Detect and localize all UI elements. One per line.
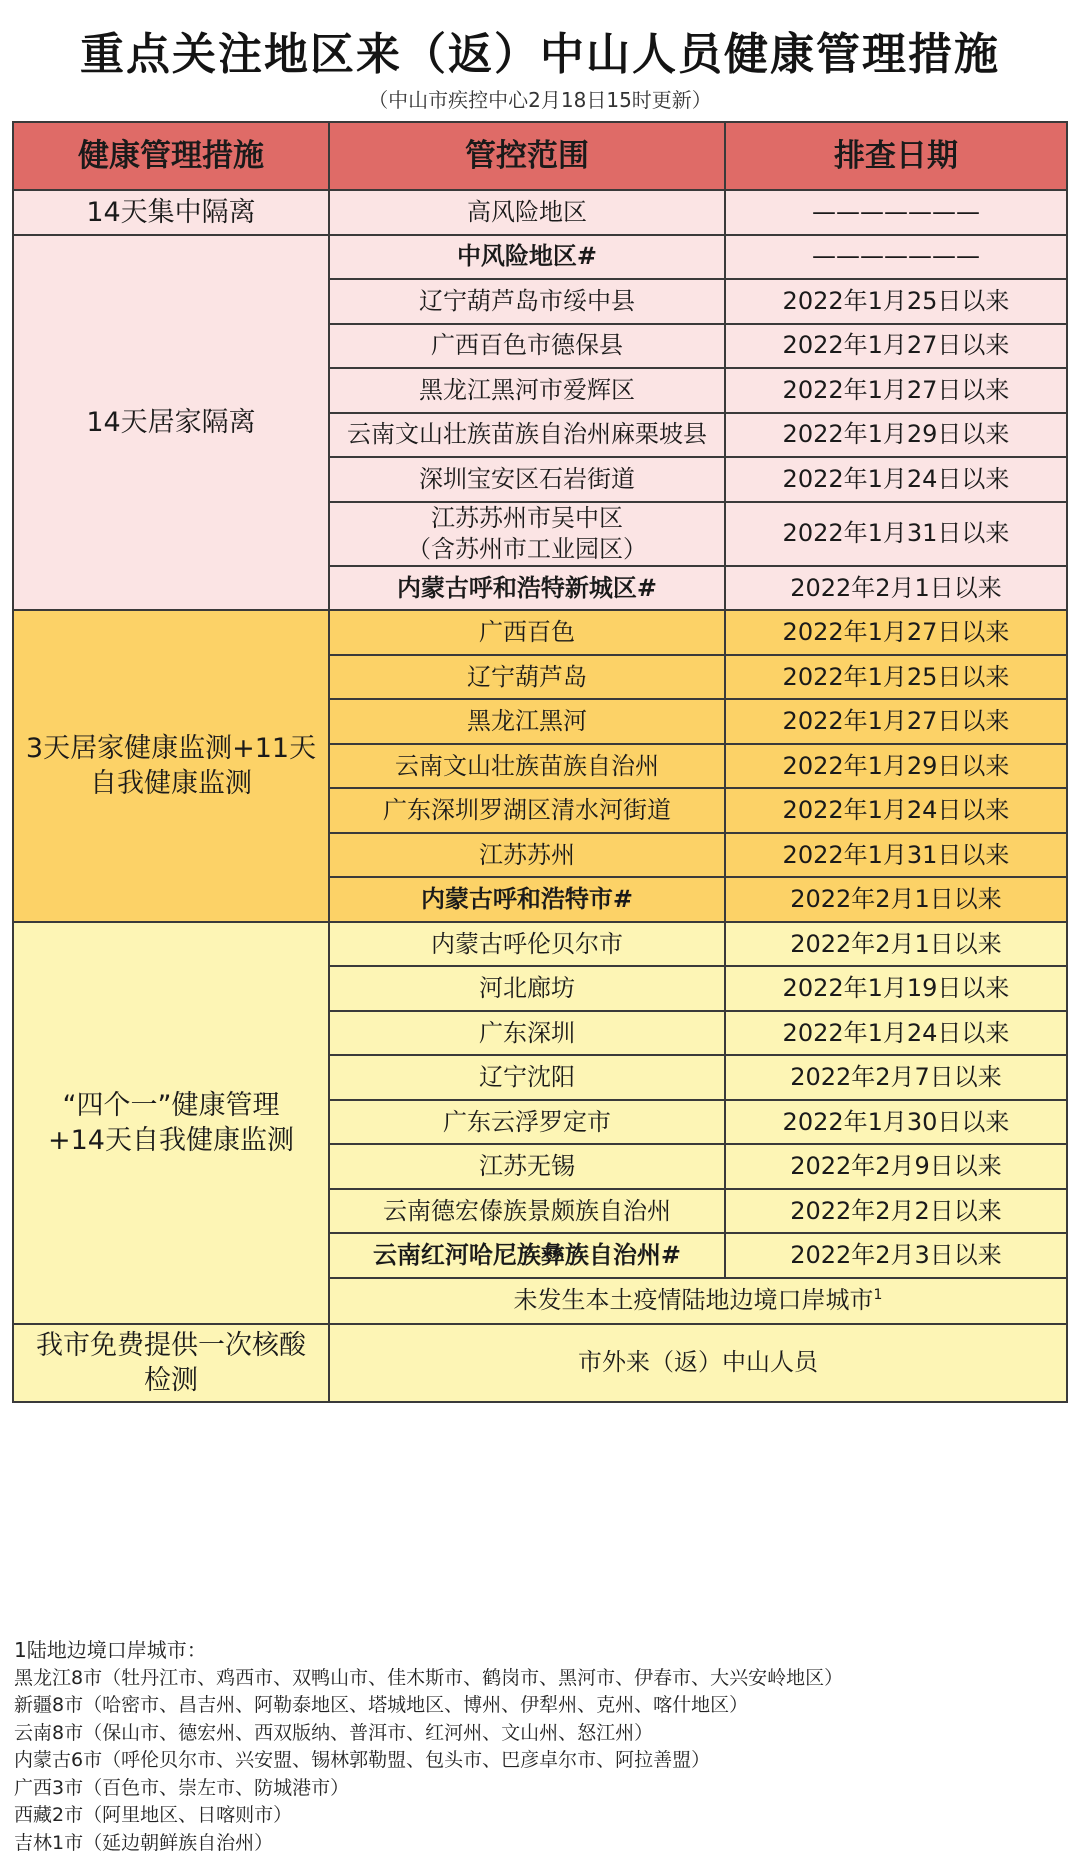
scope-text: 中风险地区# bbox=[456, 242, 598, 271]
page-subtitle: （中山市疾控中心2月18日15时更新） bbox=[368, 88, 712, 112]
scope-text: 广东云浮罗定市 bbox=[443, 1107, 611, 1136]
scope-cell bbox=[329, 699, 725, 744]
scope-text: 内蒙古呼和浩特新城区# bbox=[396, 573, 658, 602]
footnote-line: 新疆8市（哈密市、昌吉州、阿勒泰地区、塔城地区、博州、伊犁州、克州、喀什地区） bbox=[14, 1694, 749, 1716]
scope-cell bbox=[329, 1189, 725, 1234]
table-row bbox=[13, 235, 1067, 280]
scope-text: 广东深圳 bbox=[479, 1018, 575, 1047]
scope-cell bbox=[329, 502, 725, 566]
date-cell: 2022年1月27日以来 bbox=[725, 610, 1067, 655]
date-cell: 2022年2月7日以来 bbox=[725, 1055, 1067, 1100]
scope-cell bbox=[329, 324, 725, 369]
measure-label: 3天居家健康监测+11天 bbox=[25, 733, 317, 765]
measure-cell bbox=[13, 610, 329, 922]
date-cell: ——————— bbox=[725, 235, 1067, 280]
measure-label: 14天居家隔离 bbox=[86, 406, 256, 438]
measure-label: 14天集中隔离 bbox=[86, 196, 256, 228]
measures-table bbox=[12, 121, 1068, 1403]
scope-cell bbox=[329, 457, 725, 502]
scope-text: 内蒙古呼伦贝尔市 bbox=[431, 929, 623, 958]
measure-cell bbox=[13, 922, 329, 1324]
table-row bbox=[13, 610, 1067, 655]
scope-text: 云南德宏傣族景颇族自治州 bbox=[383, 1196, 671, 1225]
table-header-row bbox=[13, 122, 1067, 190]
measure-label-2: 检测 bbox=[144, 1364, 198, 1396]
scope-text: 辽宁葫芦岛 bbox=[467, 662, 587, 691]
scope-cell bbox=[329, 1100, 725, 1145]
scope-text: 江苏苏州市吴中区 bbox=[431, 503, 623, 532]
footnote-title: 1陆地边境口岸城市： bbox=[14, 1638, 207, 1662]
scope-text: 河北廊坊 bbox=[479, 974, 575, 1003]
scope-cell bbox=[329, 368, 725, 413]
measure-label: “四个一”健康管理 bbox=[62, 1089, 280, 1121]
scope-text: 高风险地区 bbox=[467, 197, 587, 226]
table-row bbox=[13, 1324, 1067, 1402]
measure-cell bbox=[13, 190, 329, 235]
scope-text: 黑龙江黑河市爱辉区 bbox=[419, 375, 635, 404]
date-cell: 2022年1月24日以来 bbox=[725, 457, 1067, 502]
border-city-cell bbox=[329, 1278, 1067, 1324]
footnote-line: 黑龙江8市（牡丹江市、鸡西市、双鸭山市、佳木斯市、鹤岗市、黑河市、伊春市、大兴安岭地区） bbox=[14, 1666, 844, 1689]
date-cell: 2022年2月2日以来 bbox=[725, 1189, 1067, 1234]
footnote-lines bbox=[14, 1665, 1064, 1858]
scope-cell bbox=[329, 190, 725, 235]
date-cell: 2022年2月9日以来 bbox=[725, 1144, 1067, 1189]
scope-cell bbox=[329, 279, 725, 324]
table-row bbox=[13, 190, 1067, 235]
scope-cell bbox=[329, 1233, 725, 1278]
scope-cell bbox=[329, 744, 725, 789]
scope-text: 广西百色 bbox=[479, 618, 575, 647]
scope-text: 云南文山壮族苗族自治州 bbox=[395, 751, 659, 780]
date-cell: 2022年1月25日以来 bbox=[725, 279, 1067, 324]
header-date: 排查日期 bbox=[725, 122, 1067, 190]
date-cell: 2022年1月29日以来 bbox=[725, 744, 1067, 789]
scope-text: 云南红河哈尼族彝族自治州# bbox=[372, 1241, 682, 1270]
scope-text: 广西百色市德保县 bbox=[431, 331, 623, 360]
scope-cell bbox=[329, 235, 725, 280]
footnote-line: 吉林1市（延边朝鲜族自治州） bbox=[14, 1831, 274, 1854]
date-cell: 2022年1月19日以来 bbox=[725, 966, 1067, 1011]
scope-cell bbox=[329, 833, 725, 878]
date-cell: 2022年1月27日以来 bbox=[725, 324, 1067, 369]
scope-cell: 市外来（返）中山人员 bbox=[329, 1324, 1067, 1402]
date-cell: 2022年2月1日以来 bbox=[725, 922, 1067, 967]
date-cell: 2022年2月1日以来 bbox=[725, 877, 1067, 922]
scope-text: 内蒙古呼和浩特市# bbox=[420, 885, 634, 914]
footnote-line: 西藏2市（阿里地区、日喀则市） bbox=[14, 1804, 293, 1826]
scope-cell bbox=[329, 788, 725, 833]
scope-text: 云南文山壮族苗族自治州麻栗坡县 bbox=[347, 420, 707, 449]
scope-cell bbox=[329, 966, 725, 1011]
date-cell: 2022年1月30日以来 bbox=[725, 1100, 1067, 1145]
scope-cell bbox=[329, 922, 725, 967]
scope-text: 江苏苏州 bbox=[479, 840, 575, 869]
measure-cell bbox=[13, 235, 329, 611]
scope-text: 深圳宝安区石岩街道 bbox=[419, 464, 635, 493]
scope-cell bbox=[329, 610, 725, 655]
scope-text: 江苏无锡 bbox=[479, 1152, 575, 1181]
scope-cell bbox=[329, 877, 725, 922]
footnote-line: 云南8市（保山市、德宏州、西双版纳、普洱市、红河州、文山州、怒江州） bbox=[14, 1721, 654, 1744]
date-cell: 2022年1月31日以来 bbox=[725, 502, 1067, 566]
header-scope: 管控范围 bbox=[329, 122, 725, 190]
footnote-line: 内蒙古6市（呼伦贝尔市、兴安盟、锡林郭勒盟、包头市、巴彦卓尔市、阿拉善盟） bbox=[14, 1749, 711, 1771]
footnote-line: 广西3市（百色市、崇左市、防城港市） bbox=[14, 1776, 350, 1799]
scope-cell bbox=[329, 413, 725, 458]
date-cell: 2022年2月3日以来 bbox=[725, 1233, 1067, 1278]
page-title: 重点关注地区来（返）中山人员健康管理措施 bbox=[80, 29, 1000, 80]
footnote bbox=[14, 1637, 1064, 1857]
measure-label-2: 自我健康监测 bbox=[90, 768, 252, 800]
header-measure: 健康管理措施 bbox=[13, 122, 329, 190]
date-cell: 2022年1月27日以来 bbox=[725, 699, 1067, 744]
scope-cell bbox=[329, 655, 725, 700]
scope-text: 广东深圳罗湖区清水河街道 bbox=[383, 796, 671, 825]
footnote-marker: 1 bbox=[873, 1287, 883, 1304]
date-cell: 2022年1月31日以来 bbox=[725, 833, 1067, 878]
measure-label-2: +14天自我健康监测 bbox=[48, 1124, 294, 1156]
date-cell: 2022年1月24日以来 bbox=[725, 1011, 1067, 1056]
scope-text-2: （含苏州市工业园区） bbox=[407, 534, 647, 563]
date-cell: 2022年1月25日以来 bbox=[725, 655, 1067, 700]
date-cell: 2022年1月27日以来 bbox=[725, 368, 1067, 413]
measure-cell bbox=[13, 1324, 329, 1402]
date-cell: 2022年1月29日以来 bbox=[725, 413, 1067, 458]
date-cell: 2022年1月24日以来 bbox=[725, 788, 1067, 833]
scope-text: 辽宁沈阳 bbox=[479, 1063, 575, 1092]
scope-cell bbox=[329, 1144, 725, 1189]
date-cell: ——————— bbox=[725, 190, 1067, 235]
scope-text: 辽宁葫芦岛市绥中县 bbox=[419, 286, 635, 315]
scope-cell bbox=[329, 1011, 725, 1056]
scope-cell bbox=[329, 1055, 725, 1100]
border-city-text: 未发生本土疫情陆地边境口岸城市 bbox=[513, 1286, 874, 1315]
measure-label: 我市免费提供一次核酸 bbox=[36, 1329, 306, 1361]
scope-cell bbox=[329, 566, 725, 611]
date-cell: 2022年2月1日以来 bbox=[725, 566, 1067, 611]
scope-text: 黑龙江黑河 bbox=[467, 707, 587, 736]
table-row bbox=[13, 922, 1067, 967]
